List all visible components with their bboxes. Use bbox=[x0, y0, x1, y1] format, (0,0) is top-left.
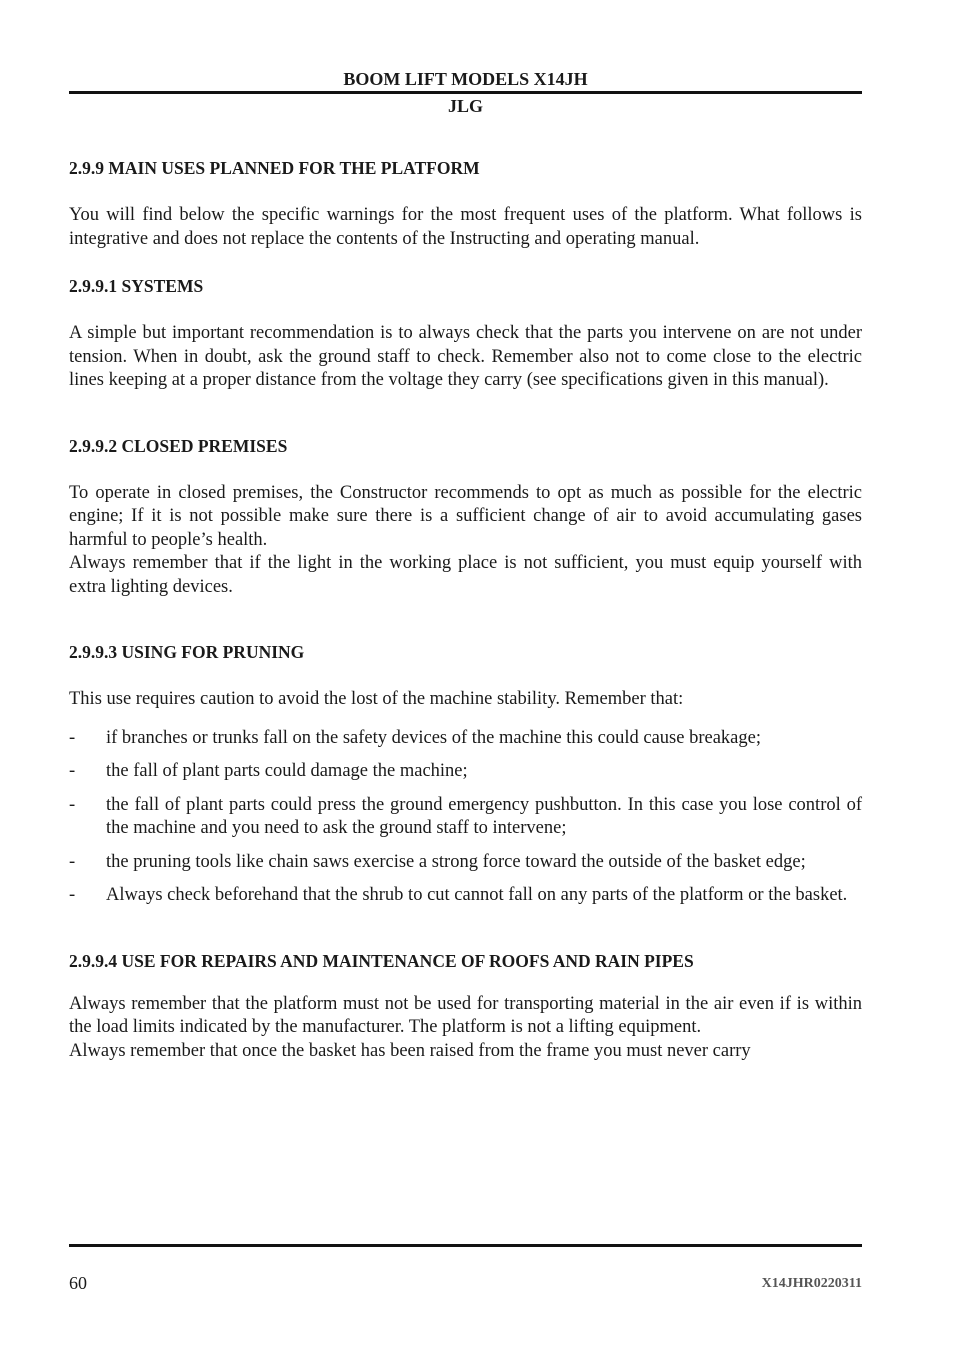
closed-premises-paragraph-1: To operate in closed premises, the Constructor recommends to opt as much as possible for the electric engine; If it is not possible make sure there is a sufficient change of air to avoid accumulating gases harmful to people’s health. bbox=[69, 482, 862, 550]
document-code: X14JHR0220311 bbox=[761, 1276, 862, 1291]
list-dash: - bbox=[69, 761, 76, 781]
roofs-paragraph-1: Always remember that the platform must not be used for transporting material in the air even if is within the load limits indicated by the manufacturer. The platform is not a lifting equipment. bbox=[69, 993, 862, 1037]
section-heading-main-uses: 2.9.9 MAIN USES PLANNED FOR THE PLATFORM bbox=[69, 158, 480, 178]
roofs-paragraph-2: Always remember that once the basket has been raised from the frame you must never carry bbox=[69, 1040, 751, 1061]
pruning-list bbox=[69, 727, 862, 908]
list-item-text: if branches or trunks fall on the safety devices of the machine this could cause breakage; bbox=[106, 727, 761, 748]
list-item bbox=[69, 794, 862, 841]
section-heading-systems: 2.9.9.1 SYSTEMS bbox=[69, 276, 204, 296]
list-item bbox=[69, 851, 862, 875]
list-item-text: Always check beforehand that the shrub to cut cannot fall on any parts of the platform or the basket. bbox=[106, 885, 848, 905]
section-heading-closed-premises: 2.9.9.2 CLOSED PREMISES bbox=[69, 435, 288, 456]
list-item-text: the pruning tools like chain saws exercise a strong force toward the outside of the basket edge; bbox=[106, 851, 806, 872]
list-item bbox=[69, 727, 862, 751]
list-dash: - bbox=[69, 851, 76, 872]
list-item bbox=[69, 760, 862, 784]
header-title: BOOM LIFT MODELS X14JH bbox=[343, 69, 588, 89]
section-heading-pruning: 2.9.9.3 USING FOR PRUNING bbox=[69, 642, 305, 662]
list-item-text: the fall of plant parts could damage the machine; bbox=[106, 761, 468, 781]
list-item-text: the fall of plant parts could press the ground emergency pushbutton. In this case you lose control of the machine and you need to ask the ground staff to intervene; bbox=[106, 794, 862, 838]
closed-premises-paragraph-2: Always remember that if the light in the working place is not sufficient, you must equip yourself with extra lighting devices. bbox=[69, 553, 862, 597]
header-rule bbox=[69, 91, 862, 94]
header-brand: JLG bbox=[447, 96, 483, 116]
systems-paragraph: A simple but important recommendation is to always check that the parts you intervene on are not under tension. When in doubt, ask the ground staff to check. Remember also not to come close to the electric lines keeping at a proper distance from the voltage they carry (see specifications given in this manual). bbox=[69, 323, 862, 390]
main-uses-paragraph: You will find below the specific warnings for the most frequent uses of the platform. What follows is integrative and does not replace the contents of the Instructing and operating manual. bbox=[69, 205, 862, 249]
list-dash: - bbox=[69, 727, 76, 748]
pruning-intro: This use requires caution to avoid the lost of the machine stability. Remember that: bbox=[69, 689, 684, 709]
footer-rule bbox=[69, 1244, 862, 1247]
list-dash: - bbox=[69, 885, 76, 905]
page-number: 60 bbox=[69, 1273, 87, 1293]
page-content bbox=[69, 157, 862, 1063]
list-dash: - bbox=[69, 794, 76, 815]
manual-page bbox=[69, 0, 862, 1350]
list-item bbox=[69, 884, 862, 908]
section-heading-roofs: 2.9.9.4 USE FOR REPAIRS AND MAINTENANCE OF ROOFS AND RAIN PIPES bbox=[69, 950, 694, 971]
